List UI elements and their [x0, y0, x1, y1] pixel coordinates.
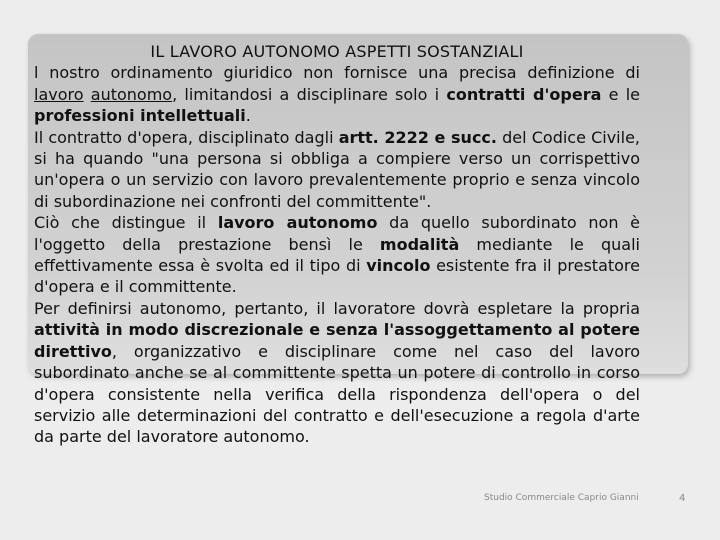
p1-text-i: .	[245, 106, 251, 126]
paragraph-2	[34, 127, 640, 213]
paragraph-3	[34, 212, 640, 298]
p3-text-g: esistente fra il prestatore d'opera e il committente.	[34, 256, 641, 297]
p1-professioni: professioni intellettuali	[34, 106, 246, 126]
p3-lavoro-autonomo: lavoro autonomo	[217, 213, 378, 233]
p3-modalita: modalità	[379, 234, 460, 254]
p2-text-c: del Codice Civile, si ha quando "una persona si obbliga a compiere verso un corrispettivo un'opera o un servizio con lavoro prevalentemente proprio e senza vincolo di subordinazione nei confronti del committente".	[34, 127, 640, 211]
p4-text-a: Per definirsi autonomo, pertanto, il lavoratore dovrà espletare la propria	[34, 298, 640, 318]
p1-contratti-opera: contratti d'opera	[446, 84, 602, 104]
p3-text-c: da quello subordinato non è l'oggetto della prestazione bensì le	[34, 213, 641, 254]
p1-lavoro: lavoro	[34, 84, 84, 104]
paragraph-1	[34, 62, 640, 126]
p1-text-e: , limitandosi a disciplinare solo i	[172, 84, 447, 104]
paragraph-4	[34, 298, 640, 448]
p2-text-a: Il contratto d'opera, disciplinato dagli	[34, 127, 339, 147]
footer-credit: Studio Commerciale Caprio Gianni	[484, 493, 639, 503]
p4-attivita: attività in modo discrezionale e senza l'assoggettamento al potere direttivo	[34, 320, 640, 361]
p3-text-a: Ciò che distingue il	[34, 213, 218, 233]
p1-text-a: l nostro ordinamento giuridico non fornisce una precisa definizione di	[34, 63, 640, 83]
text-block	[34, 41, 640, 448]
p3-text-e: mediante le quali effettivamente essa è svolta ed il tipo di	[34, 234, 640, 276]
p4-text-c: , organizzativo e disciplinare come nel caso del lavoro subordinato anche se al committente spetta un potere di controllo in corso d'opera consistente nella verifica della rispondenza dell'opera o del servizio alle determinazioni del contratto e dell'esecuzione a regola d'arte da parte del lavoratore autonomo.	[34, 341, 640, 447]
p1-text-g: e le	[601, 84, 641, 104]
p2-articoli: artt. 2222 e succ.	[338, 127, 497, 147]
p1-autonomo: autonomo	[90, 84, 173, 104]
p1-text-c	[84, 85, 91, 104]
slide-title: IL LAVORO AUTONOMO ASPETTI SOSTANZIALI	[150, 42, 524, 61]
p3-vincolo: vincolo	[366, 256, 431, 276]
page-number: 4	[679, 493, 686, 504]
